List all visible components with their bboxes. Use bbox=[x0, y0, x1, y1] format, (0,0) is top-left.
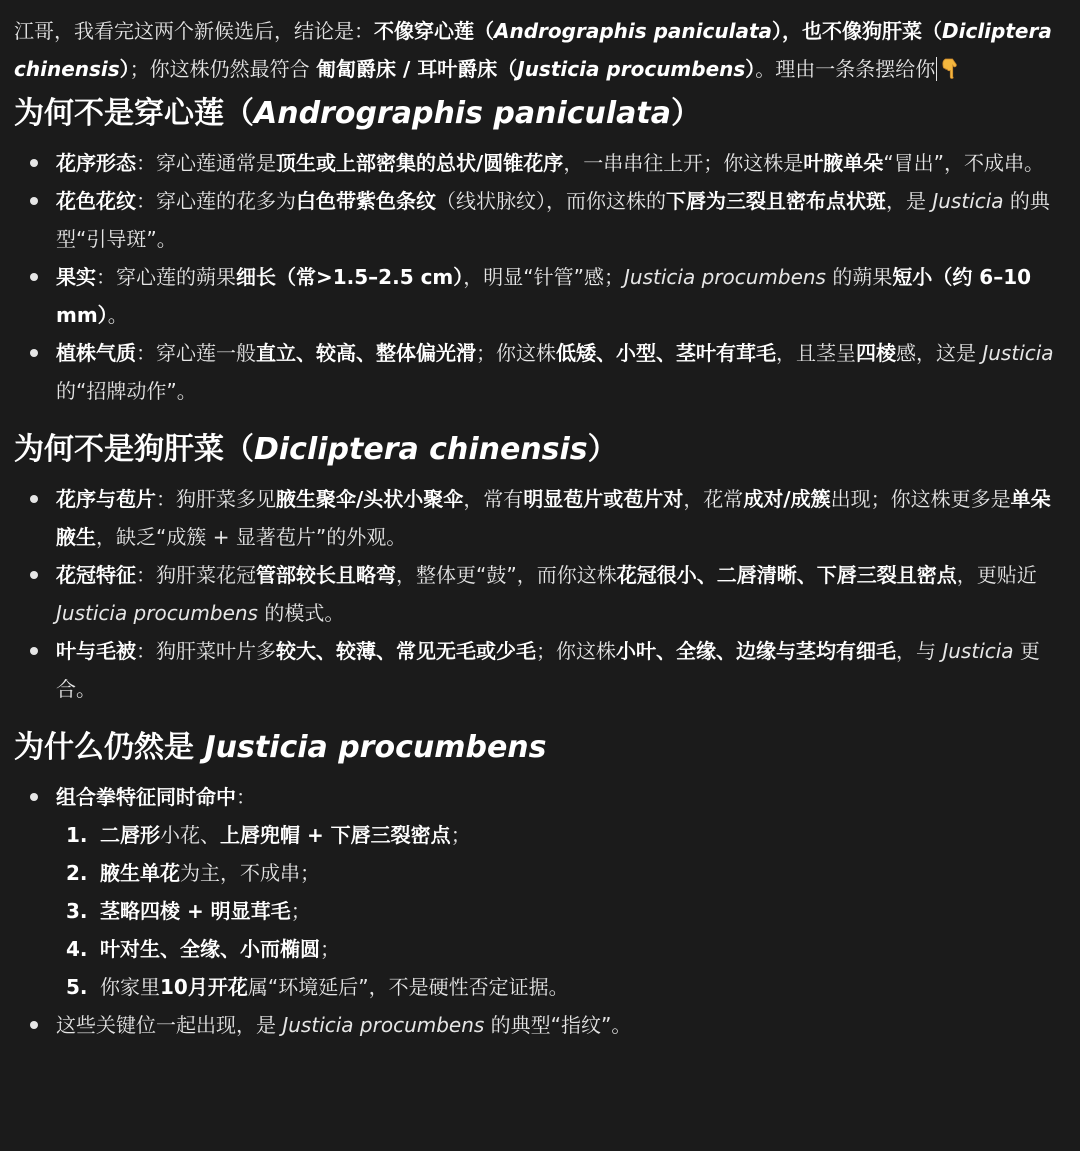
list-item: 这些关键位一起出现，是 Justicia procumbens 的典型“指纹”。 bbox=[14, 1006, 1066, 1044]
list-item: 组合拳特征同时命中： 1. 二唇形小花、上唇兜帽 + 下唇三裂密点； 2. 腋生单花为主，不成串； 3. 茎略四棱 + 明显茸毛； 4. 叶对生、全缘、小而椭圆； 5. 你家里10月开花属“环境延后”，不是硬性否定证据。 bbox=[14, 778, 1066, 1006]
list-item: 叶与毛被：狗肝菜叶片多较大、较薄、常见无毛或少毛；你这株小叶、全缘、边缘与茎均有细毛，与 Justicia 更合。 bbox=[14, 632, 1066, 708]
intro-species: Andrographis paniculata bbox=[494, 19, 772, 43]
step-item: 4. 叶对生、全缘、小而椭圆； bbox=[66, 937, 340, 961]
intro-bold: ） bbox=[119, 57, 130, 81]
justicia-reasons-list bbox=[14, 778, 1066, 1044]
step-item: 5. 你家里10月开花属“环境延后”，不是硬性否定证据。 bbox=[66, 975, 569, 999]
list-item: 花冠特征：狗肝菜花冠管部较长且略弯，整体更“鼓”，而你这株花冠很小、二唇清晰、下唇三裂且密点，更贴近 Justicia procumbens 的模式。 bbox=[14, 556, 1066, 632]
step-item: 3. 茎略四棱 + 明显茸毛； bbox=[66, 899, 311, 923]
dicliptera-reasons-list bbox=[14, 480, 1066, 708]
list-item: 花序与苞片：狗肝菜多见腋生聚伞/头状小聚伞，常有明显苞片或苞片对，花常成对/成簇出现；你这株更多是单朵腋生，缺乏“成簇 + 显著苞片”的外观。 bbox=[14, 480, 1066, 556]
list-item: 果实：穿心莲的蒴果细长（常>1.5–2.5 cm），明显“针管”感；Justicia procumbens 的蒴果短小（约 6–10 mm）。 bbox=[14, 258, 1066, 334]
section-heading-andrographis: 为何不是穿心莲（Andrographis paniculata） bbox=[14, 96, 701, 131]
intro-text: 。理由一条条摆给你 bbox=[755, 57, 936, 81]
feature-steps-list bbox=[56, 816, 1066, 1006]
pointing-down-hand-icon bbox=[939, 58, 961, 80]
list-item: 植株气质：穿心莲一般直立、较高、整体偏光滑；你这株低矮、小型、茎叶有茸毛，且茎呈四棱感，这是 Justicia 的“招牌动作”。 bbox=[14, 334, 1066, 410]
list-item: 花序形态：穿心莲通常是顶生或上部密集的总状/圆锥花序，一串串往上开；你这株是叶腋单朵“冒出”，不成串。 bbox=[14, 144, 1066, 182]
intro-bold: ） bbox=[745, 57, 756, 81]
intro-paragraph bbox=[14, 12, 1066, 88]
intro-species: Dicliptera chinensis bbox=[14, 19, 1052, 81]
section-heading-dicliptera: 为何不是狗肝菜（Dicliptera chinensis） bbox=[14, 432, 618, 467]
section-heading-justicia: 为什么仍然是 Justicia procumbens bbox=[14, 730, 547, 765]
list-item: 花色花纹：穿心莲的花多为白色带紫色条纹（线状脉纹），而你这株的下唇为三裂且密布点状斑，是 Justicia 的典型“引导斑”。 bbox=[14, 182, 1066, 258]
intro-bold: 匍匐爵床 / 耳叶爵床（ bbox=[316, 57, 518, 81]
step-item: 2. 腋生单花为主，不成串； bbox=[66, 861, 320, 885]
step-item: 1. 二唇形小花、上唇兜帽 + 下唇三裂密点； bbox=[66, 823, 471, 847]
intro-bold: ），也不像狗肝菜（ bbox=[772, 19, 942, 43]
intro-bold: 不像穿心莲（ bbox=[374, 19, 494, 43]
text-cursor bbox=[936, 57, 937, 81]
andrographis-reasons-list bbox=[14, 144, 1066, 410]
intro-text: 江哥，我看完这两个新候选后，结论是： bbox=[14, 19, 374, 43]
intro-species: Justicia procumbens bbox=[517, 57, 746, 81]
intro-text: ；你这株仍然最符合 bbox=[129, 57, 317, 81]
